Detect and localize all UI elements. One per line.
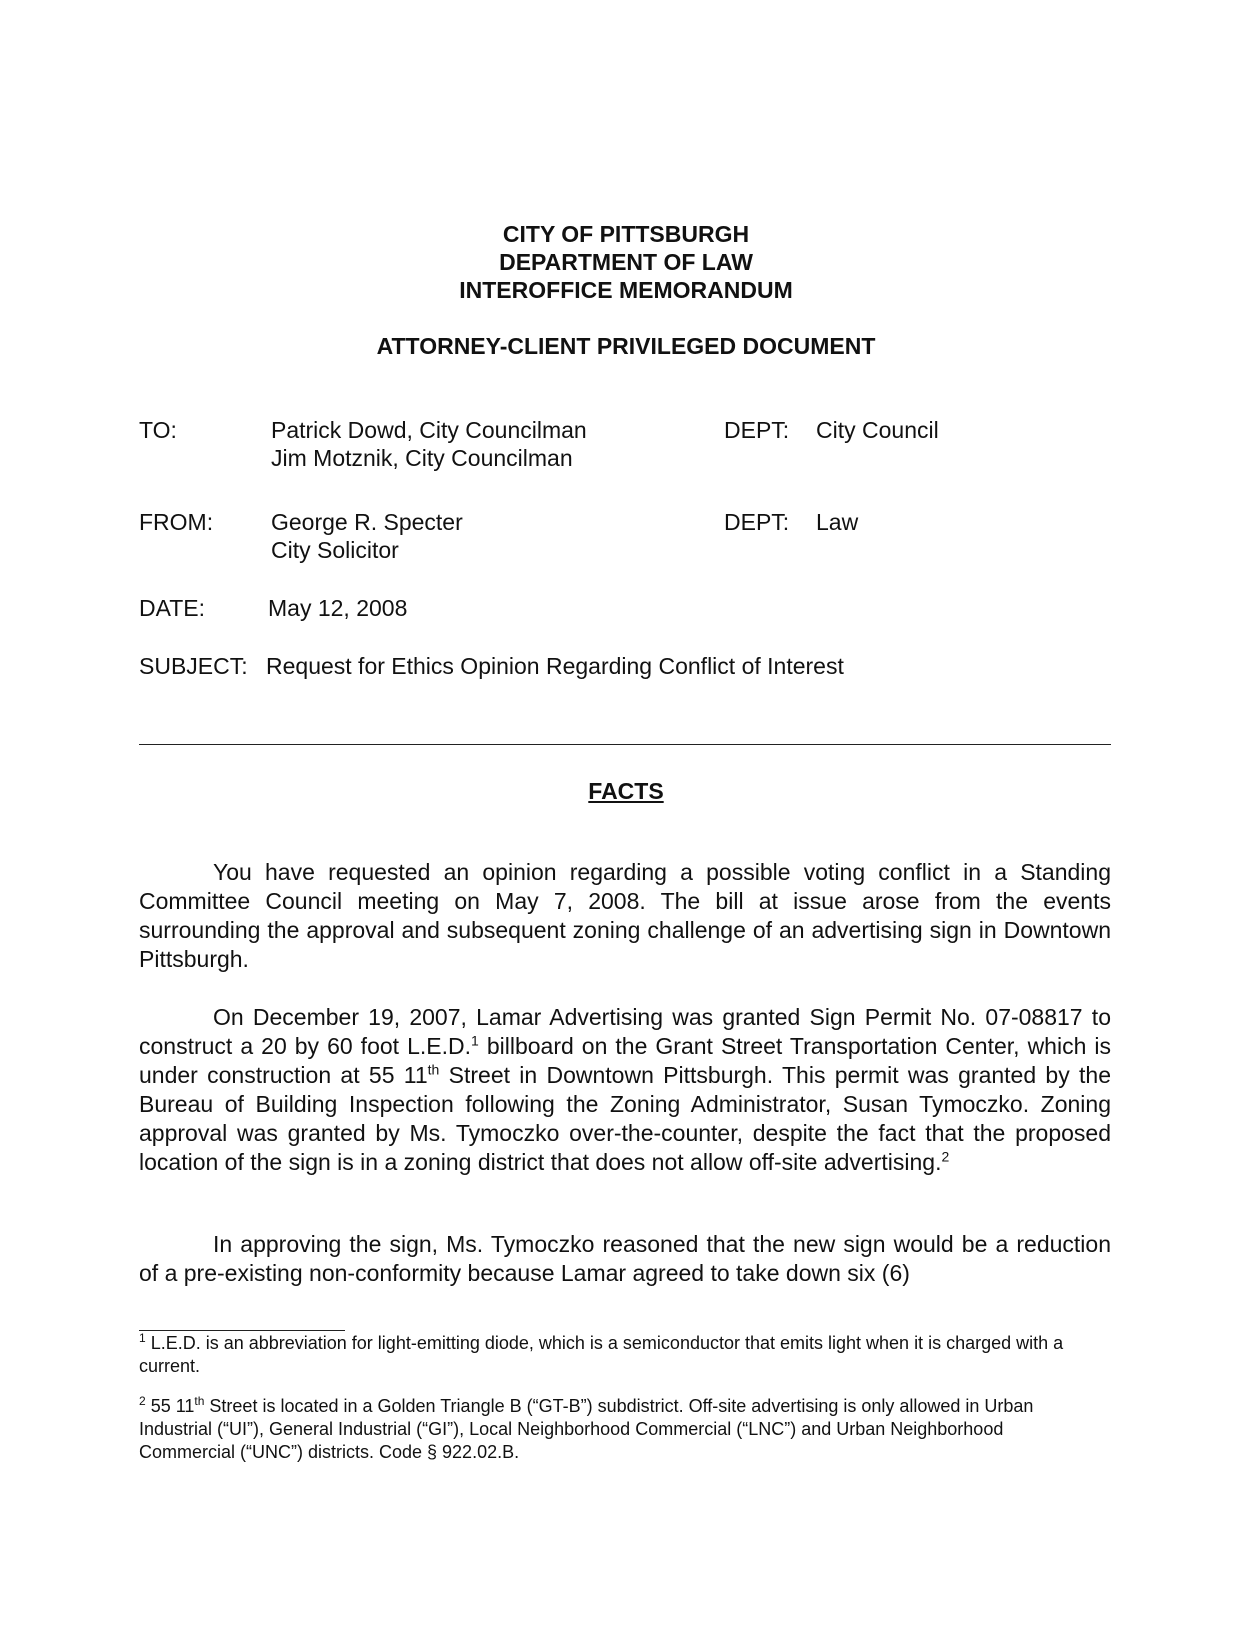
footnote-2-text-a: 55 11	[145, 1396, 195, 1416]
footnote-2-ordinal: th	[194, 1394, 205, 1408]
divider-line	[139, 744, 1111, 745]
from-dept-label: DEPT:	[724, 509, 790, 535]
footnote-2-text-b: Street is located in a Golden Triangle B (“GT-B”) subdistrict. Off-site advertising is only allowed in Urban Industrial (“UI”), General Industrial (“GI”), Local Neighborhood Commercial (“LNC”) and Urban Neighborhood Commercial (“UNC”) districts. Code § 922.02.B.	[139, 1396, 1034, 1462]
ordinal-suffix: th	[427, 1061, 440, 1078]
footnote-ref-2: 2	[941, 1148, 950, 1165]
to-dept: City Council	[816, 417, 939, 443]
footnote-1-text: L.E.D. is an abbreviation for light-emitting diode, which is a semiconductor that emits light when it is charged with a current.	[139, 1333, 1064, 1376]
from-title: City Solicitor	[271, 537, 399, 563]
to-dept-label: DEPT:	[724, 417, 790, 443]
date-label: DATE:	[139, 595, 206, 621]
paragraph-1: You have requested an opinion regarding a possible voting conflict in a Standing Committee Council meeting on May 7, 2008. The bill at issue arose from the events surrounding the approval and subsequent zoning challenge of an advertising sign in Downtown Pittsburgh.	[139, 859, 1111, 972]
privileged-label: ATTORNEY-CLIENT PRIVILEGED DOCUMENT	[376, 333, 876, 359]
from-name: George R. Specter	[271, 509, 463, 535]
paragraph-3: In approving the sign, Ms. Tymoczko reasoned that the new sign would be a reduction of a pre-existing non-conformity because Lamar agreed to take down six (6)	[139, 1231, 1111, 1286]
footnote-1	[139, 1332, 1099, 1378]
footnote-separator	[139, 1330, 345, 1331]
facts-heading: FACTS	[588, 778, 664, 804]
footnote-2-number: 2	[139, 1394, 146, 1408]
header-department: DEPARTMENT OF LAW	[499, 249, 753, 275]
paragraph-2	[139, 1003, 1111, 1177]
header-city: CITY OF PITTSBURGH	[502, 221, 750, 247]
paragraph-2-text-a: On December 19, 2007, Lamar Advertising was granted Sign Permit No. 07-08817 to construct a 20 by 60 foot L.E.D.	[139, 1004, 1111, 1059]
footnote-1-number: 1	[139, 1331, 146, 1345]
footnote-ref-1: 1	[471, 1032, 479, 1049]
from-dept: Law	[816, 509, 859, 535]
from-label: FROM:	[139, 509, 214, 535]
date-value: May 12, 2008	[268, 595, 408, 621]
to-label: TO:	[139, 417, 177, 443]
footnote-2	[139, 1395, 1099, 1464]
paragraph-2-text-c: Street in Downtown Pittsburgh. This permit was granted by the Bureau of Building Inspection following the Zoning Administrator, Susan Tymoczko. Zoning approval was granted by Ms. Tymoczko over-the-counter, despite the fact that the proposed location of the sign is in a zoning district that does not allow off-site advertising.	[139, 1062, 1111, 1175]
paragraph-2-text-b: billboard on the Grant Street Transportation Center, which is under construction at 55 11	[139, 1033, 1112, 1088]
subject-value: Request for Ethics Opinion Regarding Conflict of Interest	[266, 653, 844, 679]
subject-label: SUBJECT:	[139, 653, 248, 679]
to-recipient-1: Patrick Dowd, City Councilman	[271, 417, 587, 443]
header-memo-type: INTEROFFICE MEMORANDUM	[459, 277, 793, 303]
to-recipient-2: Jim Motznik, City Councilman	[271, 445, 573, 471]
